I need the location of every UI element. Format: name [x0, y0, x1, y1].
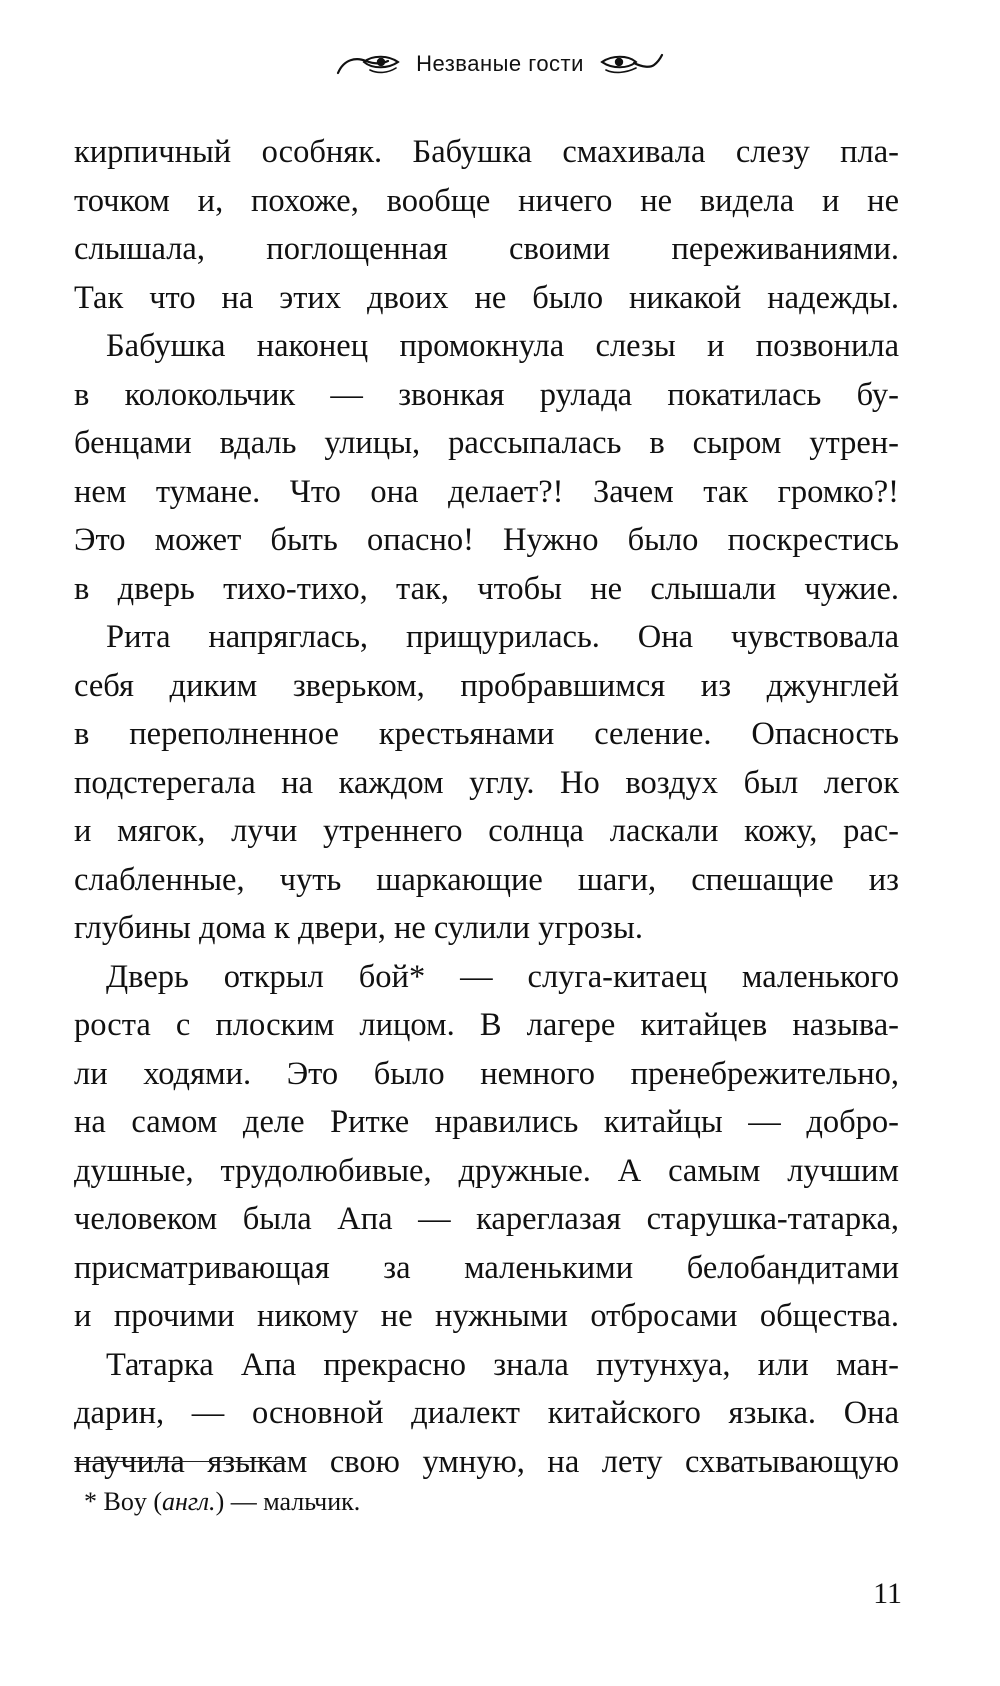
text-line: Рита напряглась, прищурилась. Она чувствовала	[106, 619, 899, 655]
footnote-marker: *	[84, 1487, 97, 1516]
text-line: слышала, поглощенная своими переживаниями.	[74, 231, 899, 267]
text-line: слабленные, чуть шаркающие шаги, спешащие из	[74, 861, 899, 898]
text-line: Это может быть опасно! Нужно было поскрестись	[74, 522, 899, 558]
text-line: в колокольчик — звонкая рулада покатилась бу-	[74, 376, 899, 413]
footnote: * Boy (англ.) — мальчик.	[84, 1487, 361, 1516]
footnote-term: Boy	[103, 1487, 147, 1516]
text-line: присматривающая за маленькими белобандитами	[74, 1249, 899, 1286]
running-title: Незваные гости	[416, 51, 584, 76]
text-line: душные, трудолюбивые, дружные. А самым лучшим	[74, 1152, 899, 1189]
text-line: человеком была Апа — кареглазая старушка-татарка,	[74, 1201, 899, 1237]
text-line: кирпичный особняк. Бабушка смахивала слезу пла-	[74, 134, 899, 170]
text-line: подстерегала на каждом углу. Но воздух был легок	[74, 764, 899, 801]
text-line: Татарка Апа прекрасно знала путунхуа, или ман-	[106, 1346, 899, 1383]
text-line: роста с плоским лицом. В лагере китайцев называ-	[74, 1007, 899, 1043]
paragraph	[74, 1341, 899, 1487]
text-line: точком и, похоже, вообще ничего не видела и не	[74, 182, 899, 219]
text-line: в дверь тихо-тихо, так, чтобы не слышали чужие.	[74, 570, 899, 607]
text-line: и мягок, лучи утреннего солнца ласкали кожу, рас-	[74, 813, 899, 849]
eye-flourish-icon	[336, 51, 402, 77]
text-line: себя диким зверьком, пробравшимся из джунглей	[74, 667, 899, 704]
running-head	[0, 44, 1000, 84]
paragraph	[74, 128, 899, 322]
text-line: в переполненное крестьянами селение. Опасность	[74, 716, 899, 752]
text-line: ли ходями. Это было немного пренебрежительно,	[74, 1055, 899, 1092]
text-line: на самом деле Ритке нравились китайцы — добро-	[74, 1104, 899, 1140]
text-line: бенцами вдаль улицы, рассыпалась в сыром утрен-	[74, 425, 899, 461]
text-line: научила языкам свою умную, на лету схватывающую	[74, 1443, 899, 1480]
footnote-language: англ.	[162, 1487, 216, 1516]
footnote-rule	[74, 1461, 286, 1462]
paragraph	[74, 613, 899, 953]
text-line: и прочими никому не нужными отбросами общества.	[74, 1298, 899, 1334]
paragraph	[74, 953, 899, 1341]
body-text	[74, 128, 899, 1486]
eye-flourish-icon	[598, 51, 664, 77]
text-line: дарин, — основной диалект китайского языка. Она	[74, 1395, 899, 1431]
text-line: Так что на этих двоих не было никакой надежды.	[74, 279, 899, 316]
text-line: Бабушка наконец промокнула слезы и позвонила	[106, 328, 899, 364]
text-line: Дверь открыл бой* — слуга-китаец маленького	[106, 958, 899, 995]
footnote-definition: — мальчик.	[230, 1487, 361, 1516]
paragraph	[74, 322, 899, 613]
text-line: нем тумане. Что она делает?! Зачем так громко?!	[74, 473, 899, 510]
page-number: 11	[873, 1577, 902, 1610]
text-line: глубины дома к двери, не сулили угрозы.	[74, 910, 643, 946]
